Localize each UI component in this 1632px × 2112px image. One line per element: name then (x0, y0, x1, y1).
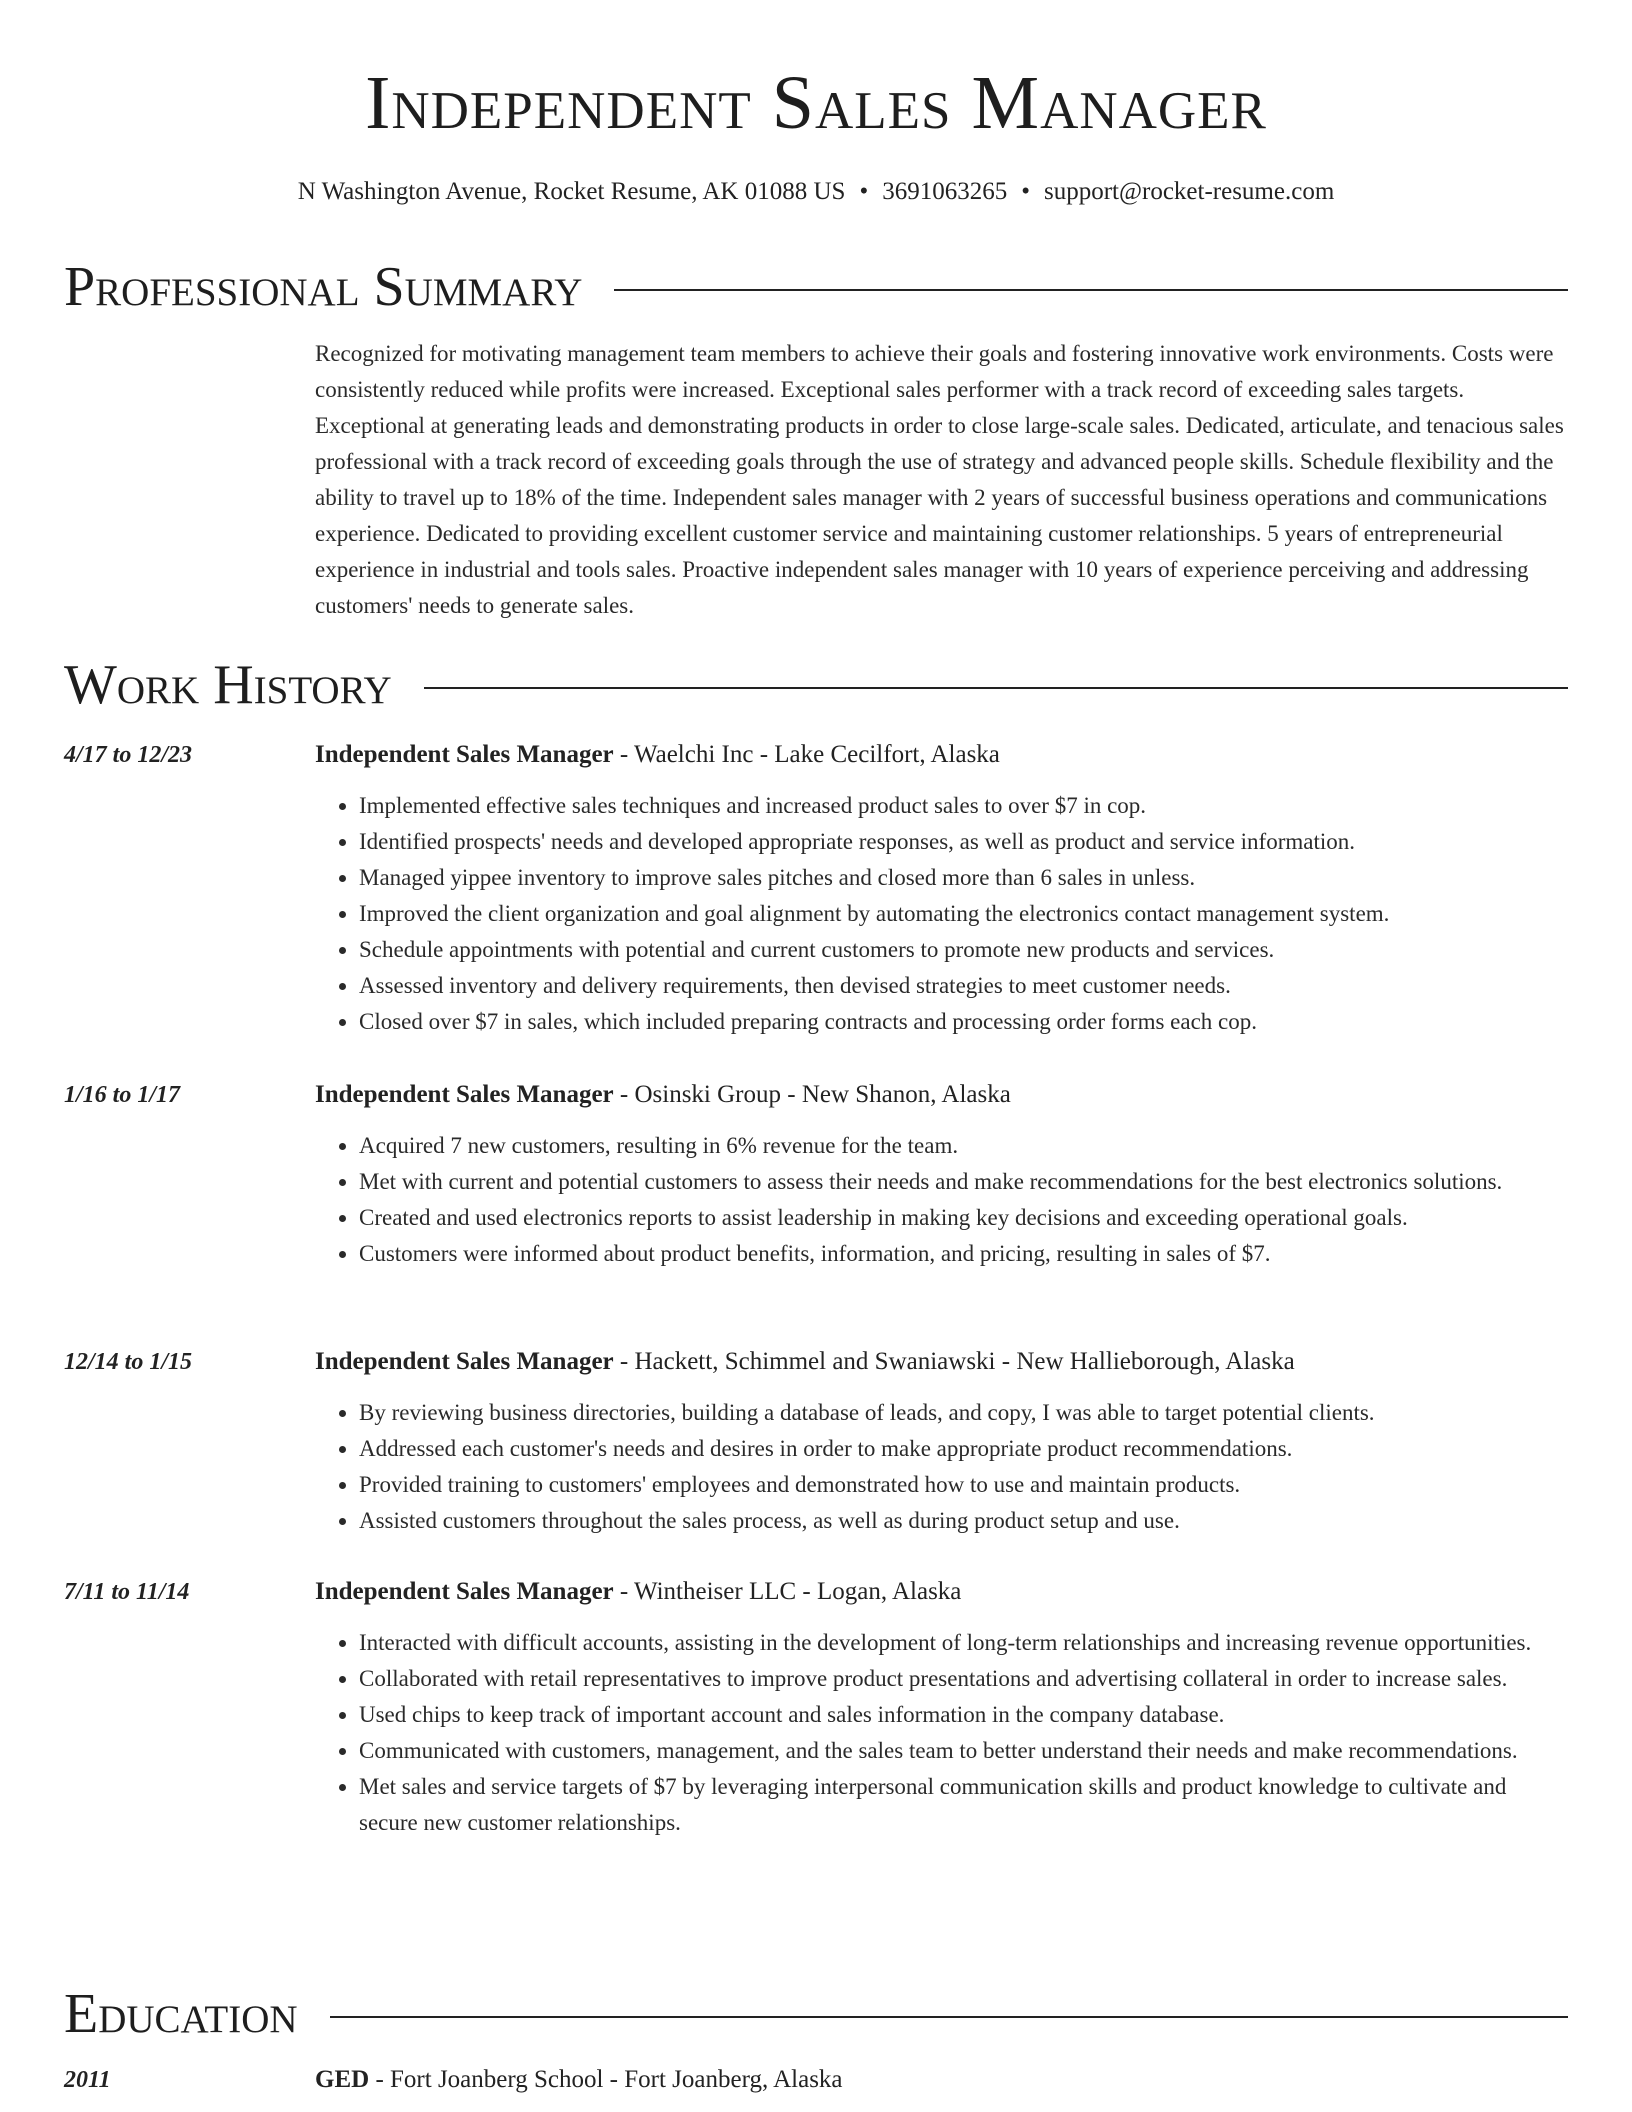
job-role: Independent Sales Manager (315, 1578, 614, 1605)
education-details: - Fort Joanberg School - Fort Joanberg, Alaska (369, 2066, 843, 2093)
section-header-work-history (64, 650, 1568, 720)
bullet-item: • Implemented effective sales techniques and increased product sales to over $7 in cop. (359, 788, 1568, 824)
section-divider (330, 2016, 1568, 2018)
job-heading (315, 738, 1568, 772)
job-bullets (315, 1625, 1568, 1841)
bullet-item: • Created and used electronics reports to assist leadership in making key decisions and exceeding operational goals. (359, 1200, 1568, 1236)
job-heading (315, 1345, 1568, 1379)
bullet-item: • Closed over $7 in sales, which included preparing contracts and processing order forms each cop. (359, 1004, 1568, 1040)
bullet-item: • Improved the client organization and goal alignment by automating the electronics contact management system. (359, 896, 1568, 932)
job-date: 1/16 to 1/17 (64, 1082, 181, 1108)
job-details: - Osinski Group - New Shanon, Alaska (613, 1081, 1011, 1108)
section-title: Professional Summary (64, 256, 583, 318)
bullet-item: • Customers were informed about product benefits, information, and pricing, resulting in sales of $7. (359, 1236, 1568, 1272)
job-date: 4/17 to 12/23 (64, 742, 193, 768)
bullet-item: • Managed yippee inventory to improve sales pitches and closed more than 6 sales in unless. (359, 860, 1568, 896)
job-bullets (315, 1395, 1568, 1539)
bullet-item: • Schedule appointments with potential and current customers to promote new products and services. (359, 932, 1568, 968)
bullet-item: • Collaborated with retail representatives to improve product presentations and advertising collateral in order to increase sales. (359, 1661, 1568, 1697)
education-degree: GED (315, 2066, 370, 2093)
job-date: 7/11 to 11/14 (64, 1579, 190, 1605)
bullet-item: • Assisted customers throughout the sales process, as well as during product setup and use. (359, 1503, 1568, 1539)
job-details: - Wintheiser LLC - Logan, Alaska (613, 1578, 962, 1605)
bullet-item: • Assessed inventory and delivery requirements, then devised strategies to meet customer needs. (359, 968, 1568, 1004)
section-divider (424, 687, 1568, 689)
bullet-item: • Met sales and service targets of $7 by leveraging interpersonal communication skills and product knowledge to cultivate and secure new customer relationships. (359, 1769, 1568, 1841)
job-bullets (315, 1128, 1568, 1272)
bullet-item: • Interacted with difficult accounts, assisting in the development of long-term relationships and increasing revenue opportunities. (359, 1625, 1568, 1661)
job-bullets (315, 788, 1568, 1040)
bullet-item: • By reviewing business directories, building a database of leads, and copy, I was able to target potential clients. (359, 1395, 1568, 1431)
bullet-item: • Identified prospects' needs and developed appropriate responses, as well as product and service information. (359, 824, 1568, 860)
job-date: 12/14 to 1/15 (64, 1349, 193, 1375)
contact-separator: • (859, 178, 869, 205)
bullet-item: • Communicated with customers, management, and the sales team to better understand their needs and make recommendations. (359, 1733, 1568, 1769)
section-header-education (64, 1979, 1568, 2049)
phone[interactable]: 3691063265 (882, 178, 1008, 205)
job-role: Independent Sales Manager (315, 741, 614, 768)
address: N Washington Avenue, Rocket Resume, AK 01088 US (297, 178, 846, 205)
education-heading (315, 2063, 1568, 2097)
section-title: Work History (64, 654, 392, 716)
job-role: Independent Sales Manager (315, 1348, 614, 1375)
contact-line (0, 176, 1632, 208)
section-header-summary (64, 252, 1568, 322)
bullet-item: • Acquired 7 new customers, resulting in 6% revenue for the team. (359, 1128, 1568, 1164)
email[interactable]: support@rocket-resume.com (1043, 178, 1335, 205)
resume-name: Independent Sales Manager (365, 61, 1267, 145)
summary-text: Recognized for motivating management team members to achieve their goals and fostering innovative work environments. Costs were consistently reduced while profits were increased. Exceptional sales performer with a track record of exceeding sales targets. Exceptional at generating leads and demonstrating products in order to close large-scale sales. Dedicated, articulate, and tenacious sales professional with a track record of exceeding goals through the use of strategy and advanced people skills. Schedule flexibility and the ability to travel up to 18% of the time. Independent sales manager with 2 years of successful business operations and communications experience. Dedicated to providing excellent customer service and maintaining customer relationships. 5 years of entrepreneurial experience in industrial and tools sales. Proactive independent sales manager with 10 years of experience perceiving and addressing customers' needs to generate sales. (315, 341, 1564, 618)
education-date: 2011 (64, 2067, 111, 2093)
job-role: Independent Sales Manager (315, 1081, 614, 1108)
bullet-item: • Provided training to customers' employees and demonstrated how to use and maintain products. (359, 1467, 1568, 1503)
job-heading (315, 1575, 1568, 1609)
job-details: - Waelchi Inc - Lake Cecilfort, Alaska (613, 741, 1000, 768)
bullet-item: • Used chips to keep track of important account and sales information in the company database. (359, 1697, 1568, 1733)
bullet-item: • Met with current and potential customers to assess their needs and make recommendations for the best electronics solutions. (359, 1164, 1568, 1200)
contact-separator: • (1021, 178, 1030, 205)
section-divider (614, 289, 1568, 291)
job-details: - Hackett, Schimmel and Swaniawski - New Hallieborough, Alaska (613, 1348, 1295, 1375)
section-title: Education (64, 1983, 298, 2045)
job-heading (315, 1078, 1568, 1112)
bullet-item: • Addressed each customer's needs and desires in order to make appropriate product recommendations. (359, 1431, 1568, 1467)
